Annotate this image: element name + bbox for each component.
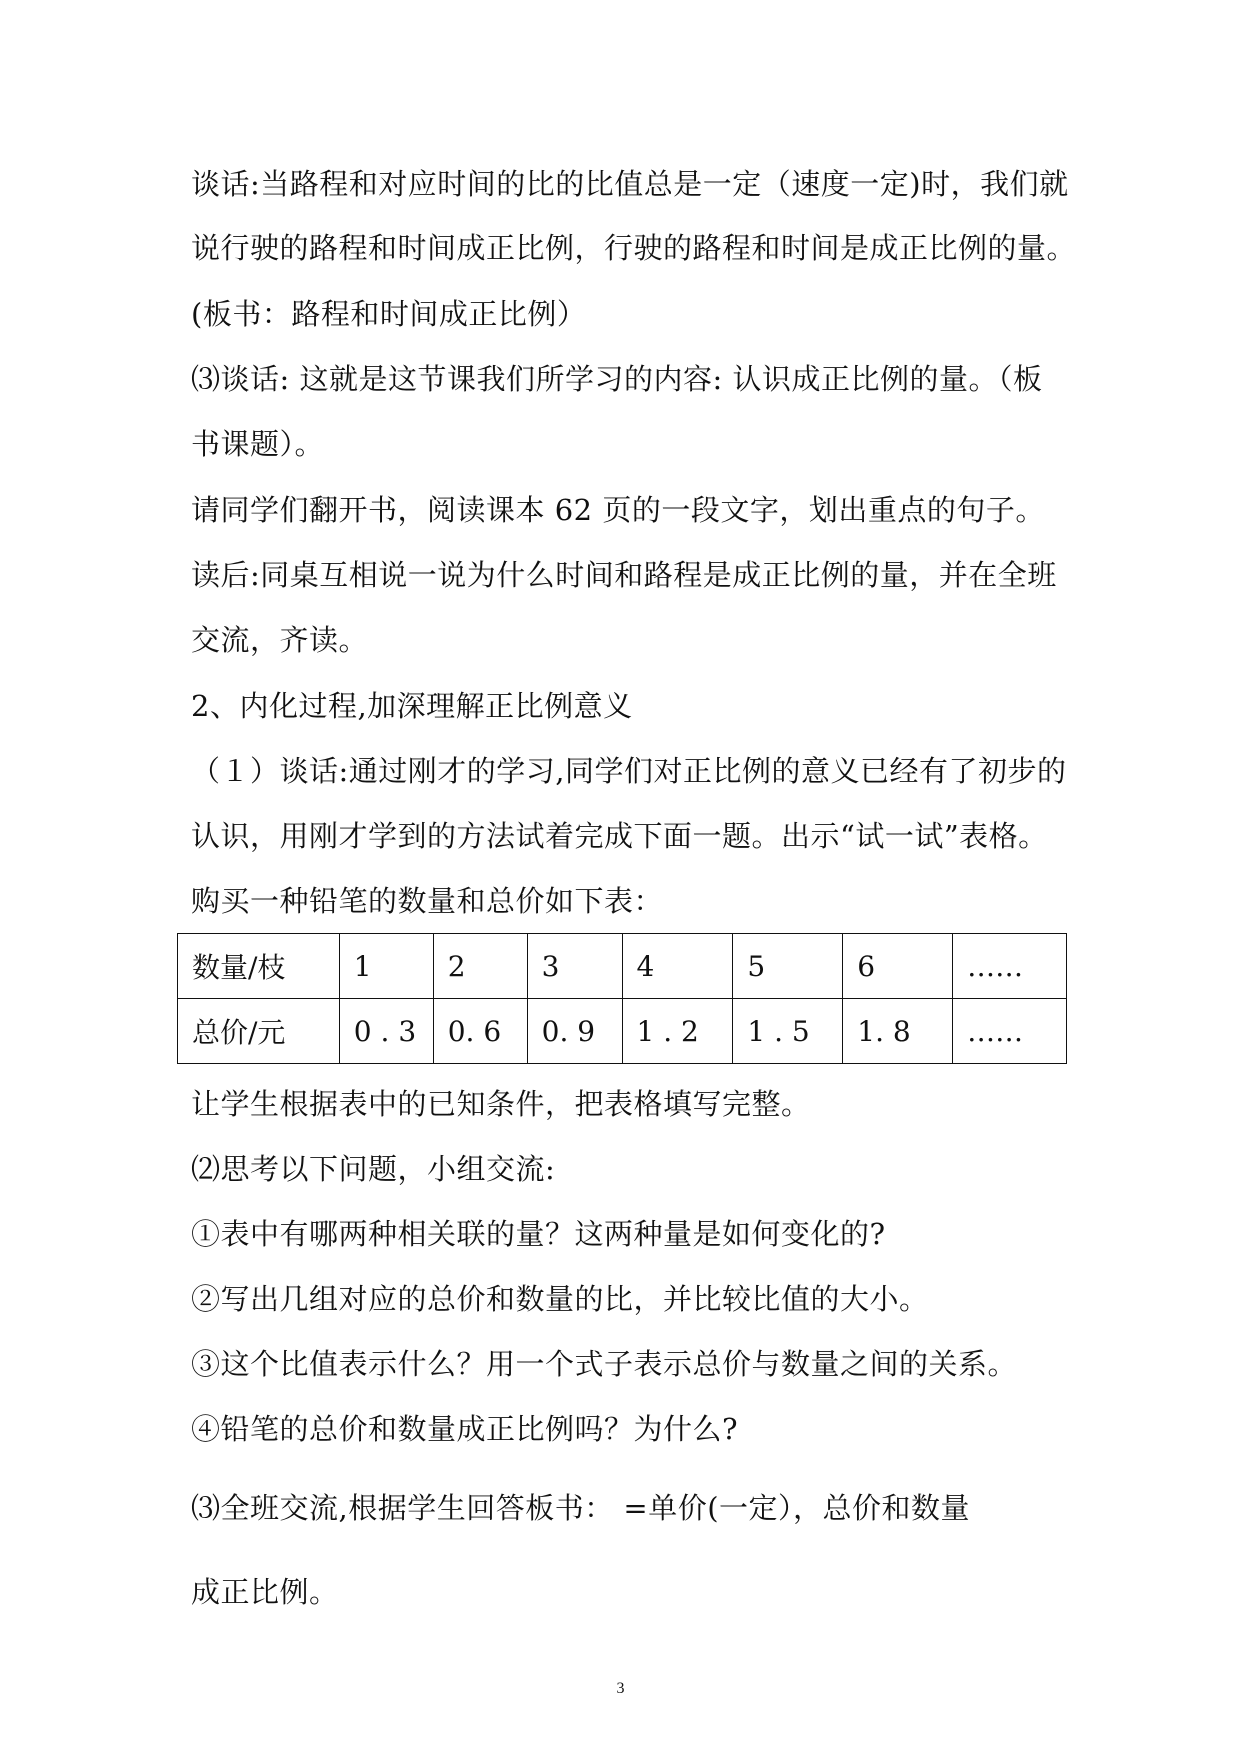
table-cell: 4 bbox=[622, 934, 733, 999]
table-row-quantity bbox=[178, 934, 1067, 999]
paragraph-line: ⑶谈话: 这就是这节课我们所学习的内容: 认识成正比例的量。（板 bbox=[191, 362, 1043, 396]
question-item: ①表中有哪两种相关联的量？这两种量是如何变化的? bbox=[191, 1217, 886, 1251]
section-heading: 2、内化过程,加深理解正比例意义 bbox=[191, 689, 633, 723]
table-cell: …… bbox=[953, 934, 1067, 999]
paragraph-line: ⑵思考以下问题，小组交流: bbox=[191, 1152, 556, 1186]
table-row-header: 总价/元 bbox=[178, 999, 340, 1064]
question-item: ④铅笔的总价和数量成正比例吗？为什么? bbox=[191, 1412, 739, 1446]
paragraph-line: ⑶全班交流,根据学生回答板书： =单价(一定），总价和数量 bbox=[191, 1491, 971, 1525]
paragraph-line: 成正比例。 bbox=[191, 1575, 339, 1609]
paragraph-line: 读后:同桌互相说一说为什么时间和路程是成正比例的量，并在全班 bbox=[191, 558, 1057, 592]
table-cell: 1 . 5 bbox=[733, 999, 843, 1064]
question-item: ③这个比值表示什么？用一个式子表示总价与数量之间的关系。 bbox=[191, 1347, 1018, 1381]
paragraph-line: 书课题）。 bbox=[191, 427, 325, 461]
table-cell: 0. 9 bbox=[527, 999, 622, 1064]
table-cell: 1 bbox=[339, 934, 433, 999]
paragraph-line: 请同学们翻开书，阅读课本 62 页的一段文字，划出重点的句子。 bbox=[191, 493, 1045, 527]
table-cell: 5 bbox=[733, 934, 843, 999]
paragraph-line: 让学生根据表中的已知条件，把表格填写完整。 bbox=[191, 1087, 811, 1121]
paragraph-line: （１）谈话:通过刚才的学习,同学们对正比例的意义已经有了初步的 bbox=[191, 754, 1067, 788]
table-cell: 1 . 2 bbox=[622, 999, 733, 1064]
table-cell: 3 bbox=[527, 934, 622, 999]
paragraph-line: (板书：路程和时间成正比例） bbox=[191, 297, 587, 331]
table-cell: 6 bbox=[843, 934, 953, 999]
page-number: 3 bbox=[616, 1680, 625, 1697]
pencil-price-table bbox=[177, 933, 1067, 1064]
question-item: ②写出几组对应的总价和数量的比，并比较比值的大小。 bbox=[191, 1282, 929, 1316]
table-cell: 0 . 3 bbox=[339, 999, 433, 1064]
paragraph-line: 认识，用刚才学到的方法试着完成下面一题。出示“试一试”表格。 bbox=[191, 819, 1048, 853]
table-caption: 购买一种铅笔的数量和总价如下表： bbox=[191, 884, 664, 918]
table-cell: 1. 8 bbox=[843, 999, 953, 1064]
table-cell: 2 bbox=[433, 934, 527, 999]
table-cell: 0. 6 bbox=[433, 999, 527, 1064]
paragraph-line: 谈话:当路程和对应时间的比的比值总是一定（速度一定)时，我们就 bbox=[191, 167, 1069, 201]
paragraph-line: 交流，齐读。 bbox=[191, 623, 369, 657]
paragraph-line: 说行驶的路程和时间成正比例，行驶的路程和时间是成正比例的量。 bbox=[191, 231, 1077, 265]
table-cell: …… bbox=[953, 999, 1067, 1064]
table-row-header: 数量/枝 bbox=[178, 934, 340, 999]
table-row-total-price bbox=[178, 999, 1067, 1064]
